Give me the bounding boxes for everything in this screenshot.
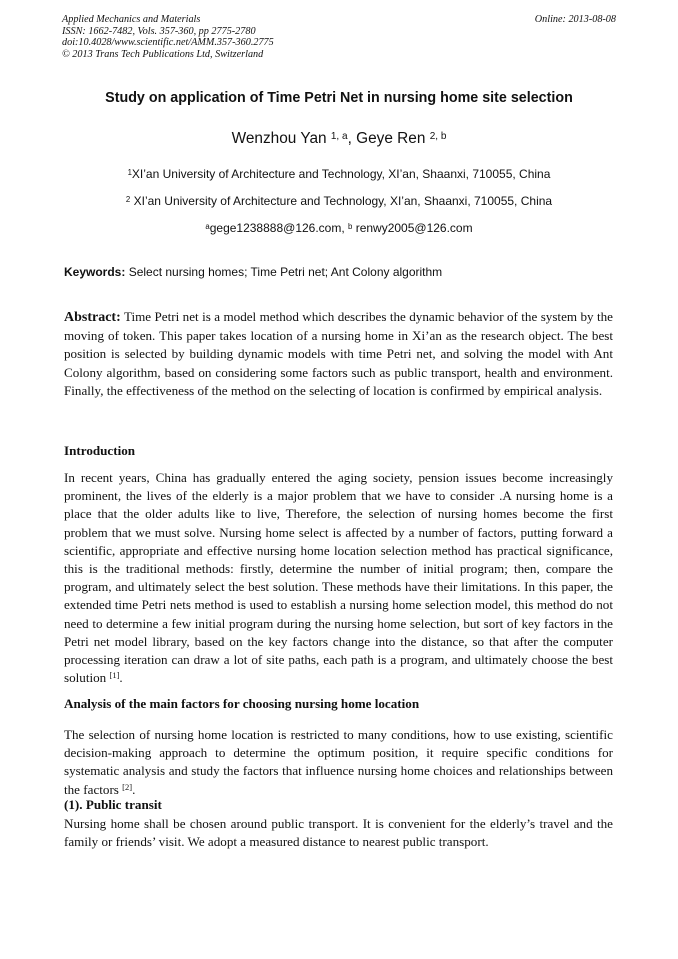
abstract-paragraph xyxy=(64,308,613,400)
author-name: Wenzhou Yan xyxy=(231,130,327,147)
sentence-end: . xyxy=(132,781,136,797)
keywords-text: Select nursing homes; Time Petri net; Ant Colony algorithm xyxy=(125,265,443,279)
affiliation-superscript: 1 xyxy=(127,167,132,177)
keywords-label: Keywords: xyxy=(64,265,126,279)
subheading-public-transit: (1). Public transit xyxy=(64,797,162,812)
analysis-text: The selection of nursing home location is restricted to many conditions, how to use existing, scientific decision-making approach to determine the optimum position, it require specific conditions for systematic analysis and study the factors that influence nursing home choices and relationships between the factors xyxy=(64,727,613,797)
email-address: renwy2005@126.com xyxy=(352,221,473,235)
email-address: gege1238888@126.com, xyxy=(209,221,349,235)
journal-name: Applied Mechanics and Materials xyxy=(62,14,201,25)
affiliation-1 xyxy=(40,167,638,181)
online-date: Online: 2013-08-08 xyxy=(534,14,616,25)
paper-title: Study on application of Time Petri Net in nursing home site selection xyxy=(105,90,573,106)
affiliation-text: XI’an University of Architecture and Technology, XI’an, Shaanxi, 710055, China xyxy=(131,167,551,181)
author-superscript: 2, b xyxy=(429,130,447,142)
copyright-line: © 2013 Trans Tech Publications Ltd, Switzerland xyxy=(62,48,264,60)
citation-ref: [1] xyxy=(109,670,120,681)
section-heading-analysis: Analysis of the main factors for choosing nursing home location xyxy=(64,696,420,711)
sentence-end: . xyxy=(119,670,123,686)
author-name: Geye Ren xyxy=(356,130,426,147)
abstract-text: Time Petri net is a model method which describes the dynamic behavior of the system by the moving of token. This paper takes location of a nursing home in Xi’an as the research object. The best position is selected by building dynamic models with time Petri net, and solving the model with Ant Colony algorithm, based on considering some factors such as public transport, health and environment. Finally, the effectiveness of the method on the selecting of location is confirmed by empirical analysis. xyxy=(64,309,613,398)
author-superscript: 1, a xyxy=(330,130,348,142)
keywords-line xyxy=(64,265,442,279)
citation-ref: [2] xyxy=(122,781,133,792)
introduction-paragraph xyxy=(64,469,613,687)
issn-line: ISSN: 1662-7482, Vols. 357-360, pp 2775-2780 xyxy=(62,25,256,37)
author-separator: , xyxy=(347,130,357,147)
doi-line: doi:10.4028/www.scientific.net/AMM.357-360.2775 xyxy=(62,37,274,49)
email-superscript: a xyxy=(205,221,210,231)
email-line xyxy=(40,221,638,235)
email-superscript: b xyxy=(348,221,353,231)
affiliation-2 xyxy=(40,194,638,208)
public-transit-text: Nursing home shall be chosen around public transport. It is convenient for the elderly’s travel and the family or friends’ visit. We adopt a measured distance to nearest public transport. xyxy=(64,816,613,850)
abstract-label: Abstract: xyxy=(64,310,121,325)
affiliation-superscript: 2 xyxy=(125,194,131,204)
public-transit-paragraph xyxy=(64,815,613,851)
introduction-text: In recent years, China has gradually entered the aging society, pension issues become increasingly prominent, the lives of the elderly is a major problem that we have to consider .A nursing home is a place that the older adults like to live, Therefore, the selection of nursing homes become the first problem that we must solve. Nursing home select is affected by a number of factors, putting forward a scientific, appropriate and effective nursing home location selection method has practical significance, this is the traditional methods: firstly, determine the number of initial program; then, compare the program, and ultimately select the best solution. These methods have their limitations. In this paper, the extended time Petri nets method is used to establish a nursing home selection model, this method do not need to determine a few initial program during the nursing home selection, but sort of key factors in the Petri net model library, based on the key factors change into the distance, so that after the computer processing iteration can draw a lot of site paths, each path is a program, and ultimately choose the best solution xyxy=(64,470,613,686)
journal-header xyxy=(62,14,616,60)
affiliation-text: XI’an University of Architecture and Technology, XI’an, Shaanxi, 710055, China xyxy=(130,194,553,208)
author-line xyxy=(40,130,638,148)
section-heading-introduction: Introduction xyxy=(64,443,136,458)
analysis-paragraph xyxy=(64,726,613,799)
